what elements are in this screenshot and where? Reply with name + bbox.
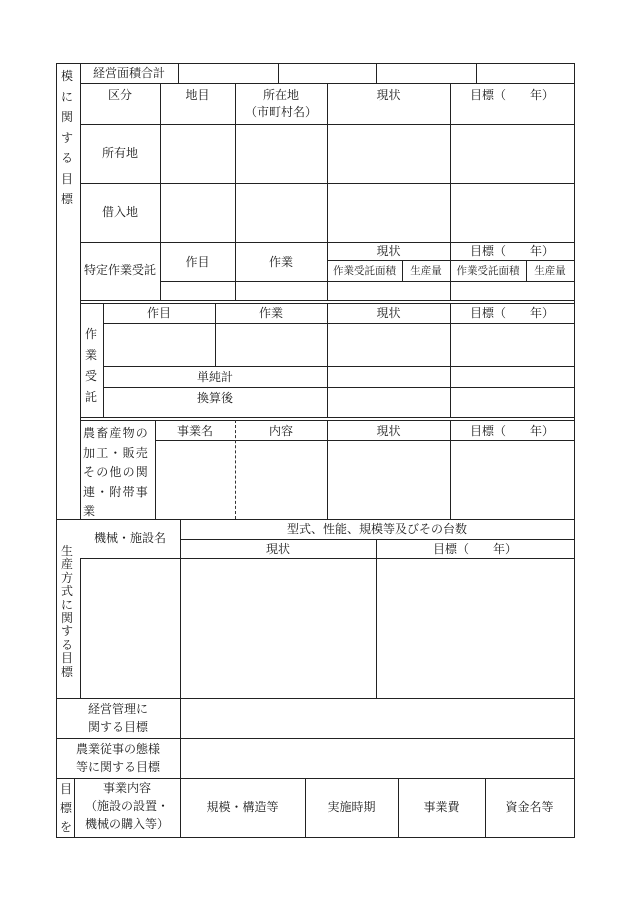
rule (160, 281, 575, 282)
category-header: 区分 (107, 88, 132, 102)
rule (80, 300, 575, 301)
work-target-header: 目標（ 年） (469, 306, 554, 320)
special-contract-label: 特定作業受託 (83, 263, 156, 277)
work-current-header: 現状 (376, 306, 401, 320)
management-goal-label-1: 経営管理に (87, 702, 148, 716)
rule (80, 558, 81, 698)
machinery-label: 機械・施設名 (93, 531, 166, 545)
converted-label: 換算後 (196, 391, 233, 405)
content-header: 内容 (268, 424, 293, 438)
work-crop-header: 作目 (146, 306, 171, 320)
side-label-scale-goal: 模に関する目標 (60, 69, 73, 206)
special-crop-header: 作目 (185, 255, 210, 269)
rule (180, 519, 181, 837)
current-output: 生産量 (410, 265, 442, 277)
special-target-header: 目標（ 年） (469, 244, 554, 258)
leased-land-label: 借入地 (101, 205, 138, 219)
rule (56, 778, 575, 779)
rule (56, 837, 575, 838)
rule (574, 63, 575, 837)
target-output: 生産量 (534, 265, 566, 277)
rule (376, 539, 377, 698)
processing-current-header: 現状 (376, 424, 401, 438)
current-header: 現状 (376, 88, 401, 102)
spec-header: 型式、性能、規模等及びその台数 (286, 522, 467, 536)
rule (56, 738, 575, 739)
simple-total-label: 単純計 (196, 370, 233, 384)
machinery-current-header: 現状 (265, 542, 290, 556)
rule (327, 260, 575, 261)
cost-header: 事業費 (423, 800, 460, 814)
special-current-header: 現状 (376, 244, 401, 258)
rule (180, 539, 575, 540)
rule (103, 366, 575, 367)
side-label-production-goal: 生産方式に関する目標 (60, 544, 73, 679)
rule (155, 440, 575, 441)
funding-header: 資金名等 (505, 800, 554, 814)
period-header: 実施時期 (327, 800, 376, 814)
location-header: 所在地 (262, 88, 299, 102)
rule (376, 63, 377, 83)
rule (56, 63, 575, 64)
target-header: 目標（ 年） (469, 88, 554, 102)
rule (178, 63, 179, 83)
employment-goal-label-2: 等に関する目標 (75, 760, 160, 774)
special-work-header: 作業 (268, 255, 293, 269)
target-contract-area: 作業受託面積 (456, 265, 520, 277)
work-contract-side-label: 作業受託 (84, 327, 97, 404)
business-name-header: 事業名 (176, 424, 213, 438)
rule (476, 63, 477, 83)
rule (278, 63, 279, 83)
work-work-header: 作業 (258, 306, 283, 320)
scale-header: 規模・構造等 (206, 800, 279, 814)
rule (56, 698, 575, 699)
plan-content-header-3: 機械の購入等） (84, 817, 169, 831)
owned-land-label: 所有地 (101, 146, 138, 160)
plan-content-header-2: （施設の設置・ (84, 799, 169, 813)
management-goal-label-2: 関する目標 (87, 720, 148, 734)
machinery-target-header: 目標（ 年） (432, 542, 517, 556)
processing-label: 農畜産物の加工・販売その他の関連・附帯事業 (83, 426, 150, 518)
land-type-header: 地目 (185, 88, 210, 102)
rule (80, 417, 575, 418)
rule (103, 323, 575, 324)
rule (80, 63, 81, 519)
total-area-label: 経営面積合計 (92, 66, 165, 80)
side-label-goal-bottom: 目標を (59, 782, 72, 834)
plan-content-header-1: 事業内容 (102, 781, 151, 795)
processing-target-header: 目標（ 年） (469, 424, 554, 438)
rule (103, 387, 575, 388)
current-contract-area: 作業受託面積 (333, 265, 396, 277)
rule (80, 558, 575, 559)
location-sub-header: （市町村名） (244, 105, 317, 119)
employment-goal-label-1: 農業従事の態様 (75, 742, 160, 756)
